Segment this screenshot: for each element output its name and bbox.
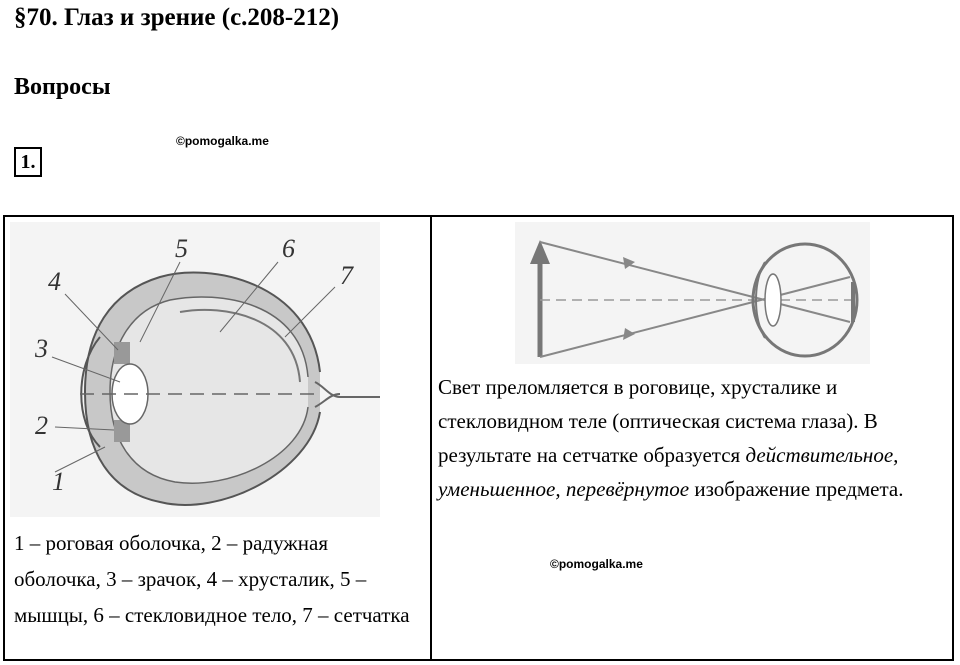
- watermark: ©pomogalka.me: [550, 557, 643, 571]
- label-7: 7: [340, 261, 353, 290]
- ray-diagram-figure: [515, 222, 870, 364]
- explanation-text-start: Свет преломляется в роговице, хрусталике и стекловидном теле (оптическая система глаза). В результате на сетчатке образуется: [438, 375, 878, 467]
- label-5: 5: [175, 234, 188, 263]
- figure-caption: 1 – роговая оболочка, 2 – радужная оболочка, 3 – зрачок, 4 – хрусталик, 5 – мышцы, 6 – стекловидное тело, 7 – сетчатка: [14, 531, 410, 627]
- label-2: 2: [35, 411, 48, 440]
- watermark: ©pomogalka.me: [176, 134, 269, 148]
- table-divider: [430, 215, 432, 661]
- label-3: 3: [35, 334, 48, 363]
- question-number-box: 1.: [14, 147, 42, 177]
- label-6: 6: [282, 234, 295, 263]
- explanation-italic: действительное, уменьшенное, перевёрнутое: [438, 443, 899, 501]
- page-title: §70. Глаз и зрение (с.208-212): [14, 4, 340, 31]
- label-1: 1: [52, 467, 65, 496]
- section-heading: Вопросы: [14, 74, 111, 100]
- label-4: 4: [48, 267, 61, 296]
- eye-anatomy-figure: [10, 222, 380, 517]
- explanation-text: [438, 370, 948, 506]
- explanation-text-end: изображение предмета.: [694, 477, 904, 501]
